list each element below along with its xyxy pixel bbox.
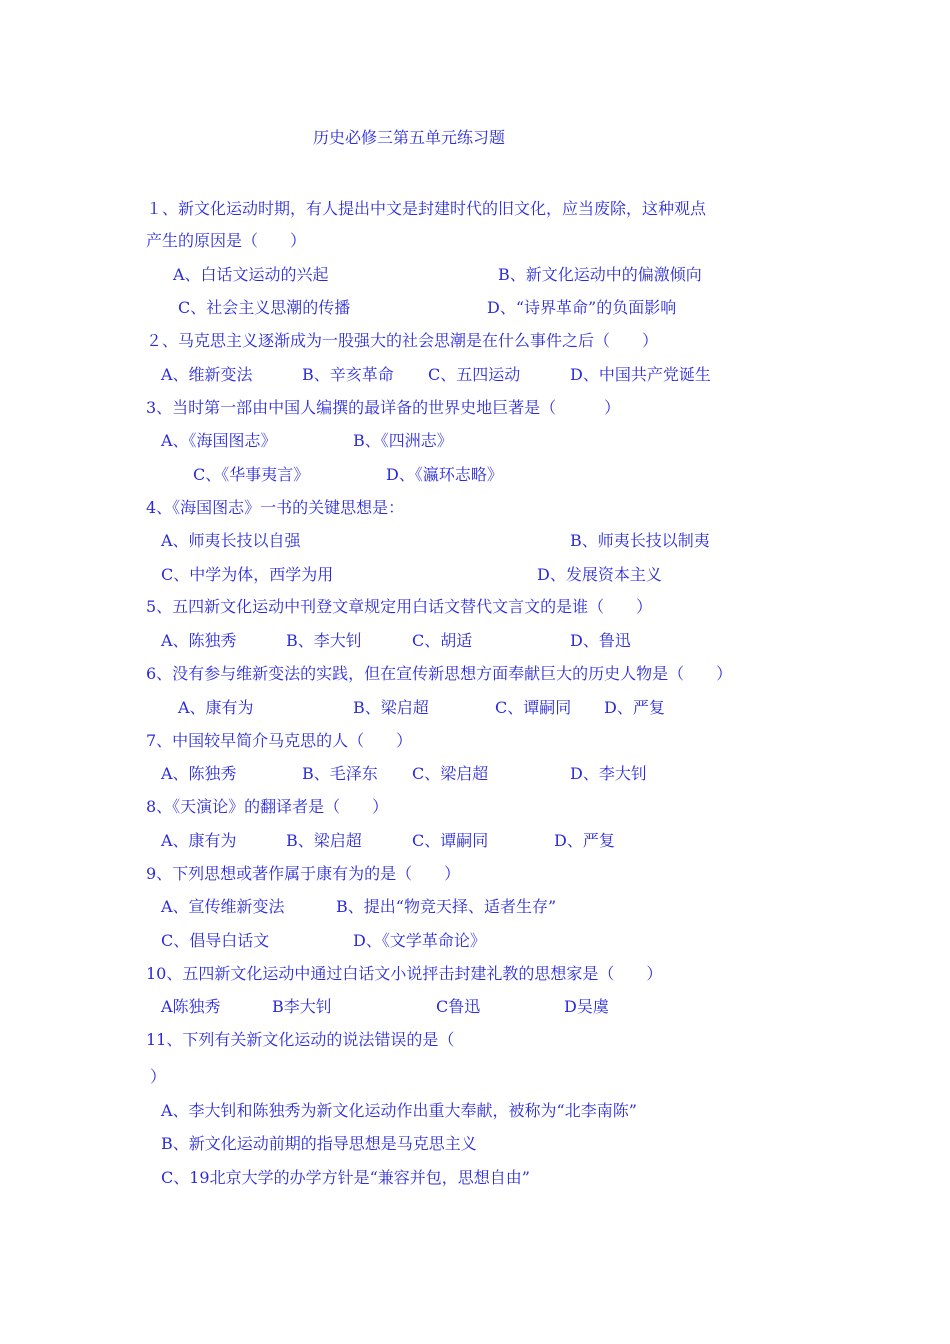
- question-9-option-b: B、提出“物竞天择、适者生存”: [336, 897, 557, 916]
- question-8-option-b: B、梁启超: [286, 831, 362, 850]
- question-4-option-d: D、发展资本主义: [537, 565, 662, 584]
- page-title: 历史必修三第五单元练习题: [313, 128, 506, 147]
- question-9-text: 9、下列思想或著作属于康有为的是（ ）: [146, 864, 461, 883]
- question-7-option-c: C、梁启超: [412, 764, 489, 783]
- question-3-option-b: B、《四洲志》: [353, 431, 453, 450]
- question-11-line-2: ）: [150, 1067, 167, 1086]
- question-2-text: ２、马克思主义逐渐成为一股强大的社会思潮是在什么事件之后（ ）: [146, 331, 659, 350]
- question-4-text: 4、《海国图志》一书的关键思想是：: [146, 498, 405, 517]
- question-7-option-d: D、李大钊: [570, 764, 647, 783]
- question-4-option-c: C、中学为体，西学为用: [161, 565, 334, 584]
- question-6-option-a: A、康有为: [178, 698, 254, 717]
- question-8-option-a: A、康有为: [161, 831, 237, 850]
- question-10-text: 10、五四新文化运动中通过白话文小说抨击封建礼教的思想家是（ ）: [146, 964, 663, 983]
- question-2-option-b: B、辛亥革命: [302, 365, 394, 384]
- question-5-option-c: C、胡适: [412, 631, 473, 650]
- question-6-option-d: D、严复: [604, 698, 665, 717]
- question-11-option-b: B、新文化运动前期的指导思想是马克思主义: [161, 1134, 477, 1153]
- question-3-option-d: D、《瀛环志略》: [386, 465, 503, 484]
- question-1-option-b: B、新文化运动中的偏激倾向: [498, 265, 702, 284]
- question-2-option-a: A、维新变法: [161, 365, 253, 384]
- question-2-option-c: C、五四运动: [428, 365, 521, 384]
- question-6-option-b: B、梁启超: [353, 698, 429, 717]
- question-8-option-d: D、严复: [554, 831, 615, 850]
- question-1-option-d: D、“诗界革命”的负面影响: [487, 298, 677, 317]
- question-5-option-b: B、李大钊: [286, 631, 362, 650]
- question-1-option-a: A、白话文运动的兴起: [173, 265, 329, 284]
- question-6-option-c: C、谭嗣同: [495, 698, 572, 717]
- question-5-option-a: A、陈独秀: [161, 631, 237, 650]
- question-5-option-d: D、鲁迅: [570, 631, 631, 650]
- question-1-line-2: 产生的原因是（ ）: [146, 231, 307, 250]
- question-8-option-c: C、谭嗣同: [412, 831, 489, 850]
- question-9-option-c: C、倡导白话文: [161, 931, 270, 950]
- question-4-option-b: B、师夷长技以制夷: [570, 531, 710, 550]
- question-4-option-a: A、师夷长技以自强: [161, 531, 301, 550]
- question-7-option-a: A、陈独秀: [161, 764, 237, 783]
- question-6-text: 6、没有参与维新变法的实践，但在宣传新思想方面奉献巨大的历史人物是（ ）: [146, 664, 733, 683]
- question-11-option-a: A、李大钊和陈独秀为新文化运动作出重大奉献，被称为“北李南陈”: [161, 1101, 637, 1120]
- question-7-text: 7、中国较早简介马克思的人（ ）: [146, 731, 413, 750]
- question-9-option-a: A、宣传维新变法: [161, 897, 285, 916]
- question-5-text: 5、五四新文化运动中刊登文章规定用白话文替代文言文的是谁（ ）: [146, 597, 653, 616]
- question-1-option-c: C、社会主义思潮的传播: [178, 298, 351, 317]
- question-3-text: 3、当时第一部由中国人编撰的最详备的世界史地巨著是（ ）: [146, 398, 621, 417]
- question-10-option-c: C鲁迅: [436, 997, 481, 1016]
- question-7-option-b: B、毛泽东: [302, 764, 378, 783]
- question-10-option-a: A陈独秀: [161, 997, 221, 1016]
- question-10-option-b: B李大钊: [272, 997, 332, 1016]
- question-1-line-1: １、新文化运动时期，有人提出中文是封建时代的旧文化，应当废除，这种观点: [146, 199, 707, 218]
- question-3-option-c: C、《华事夷言》: [193, 465, 310, 484]
- question-11-line-1: 11、下列有关新文化运动的说法错误的是（: [146, 1030, 455, 1049]
- question-8-text: 8、《天演论》的翻译者是（ ）: [146, 797, 389, 816]
- question-2-option-d: D、中国共产党诞生: [570, 365, 711, 384]
- question-11-option-c: C、19北京大学的办学方针是“兼容并包，思想自由”: [161, 1168, 530, 1187]
- question-3-option-a: A、《海国图志》: [161, 431, 277, 450]
- question-10-option-d: D吴虞: [564, 997, 609, 1016]
- question-9-option-d: D、《文学革命论》: [353, 931, 486, 950]
